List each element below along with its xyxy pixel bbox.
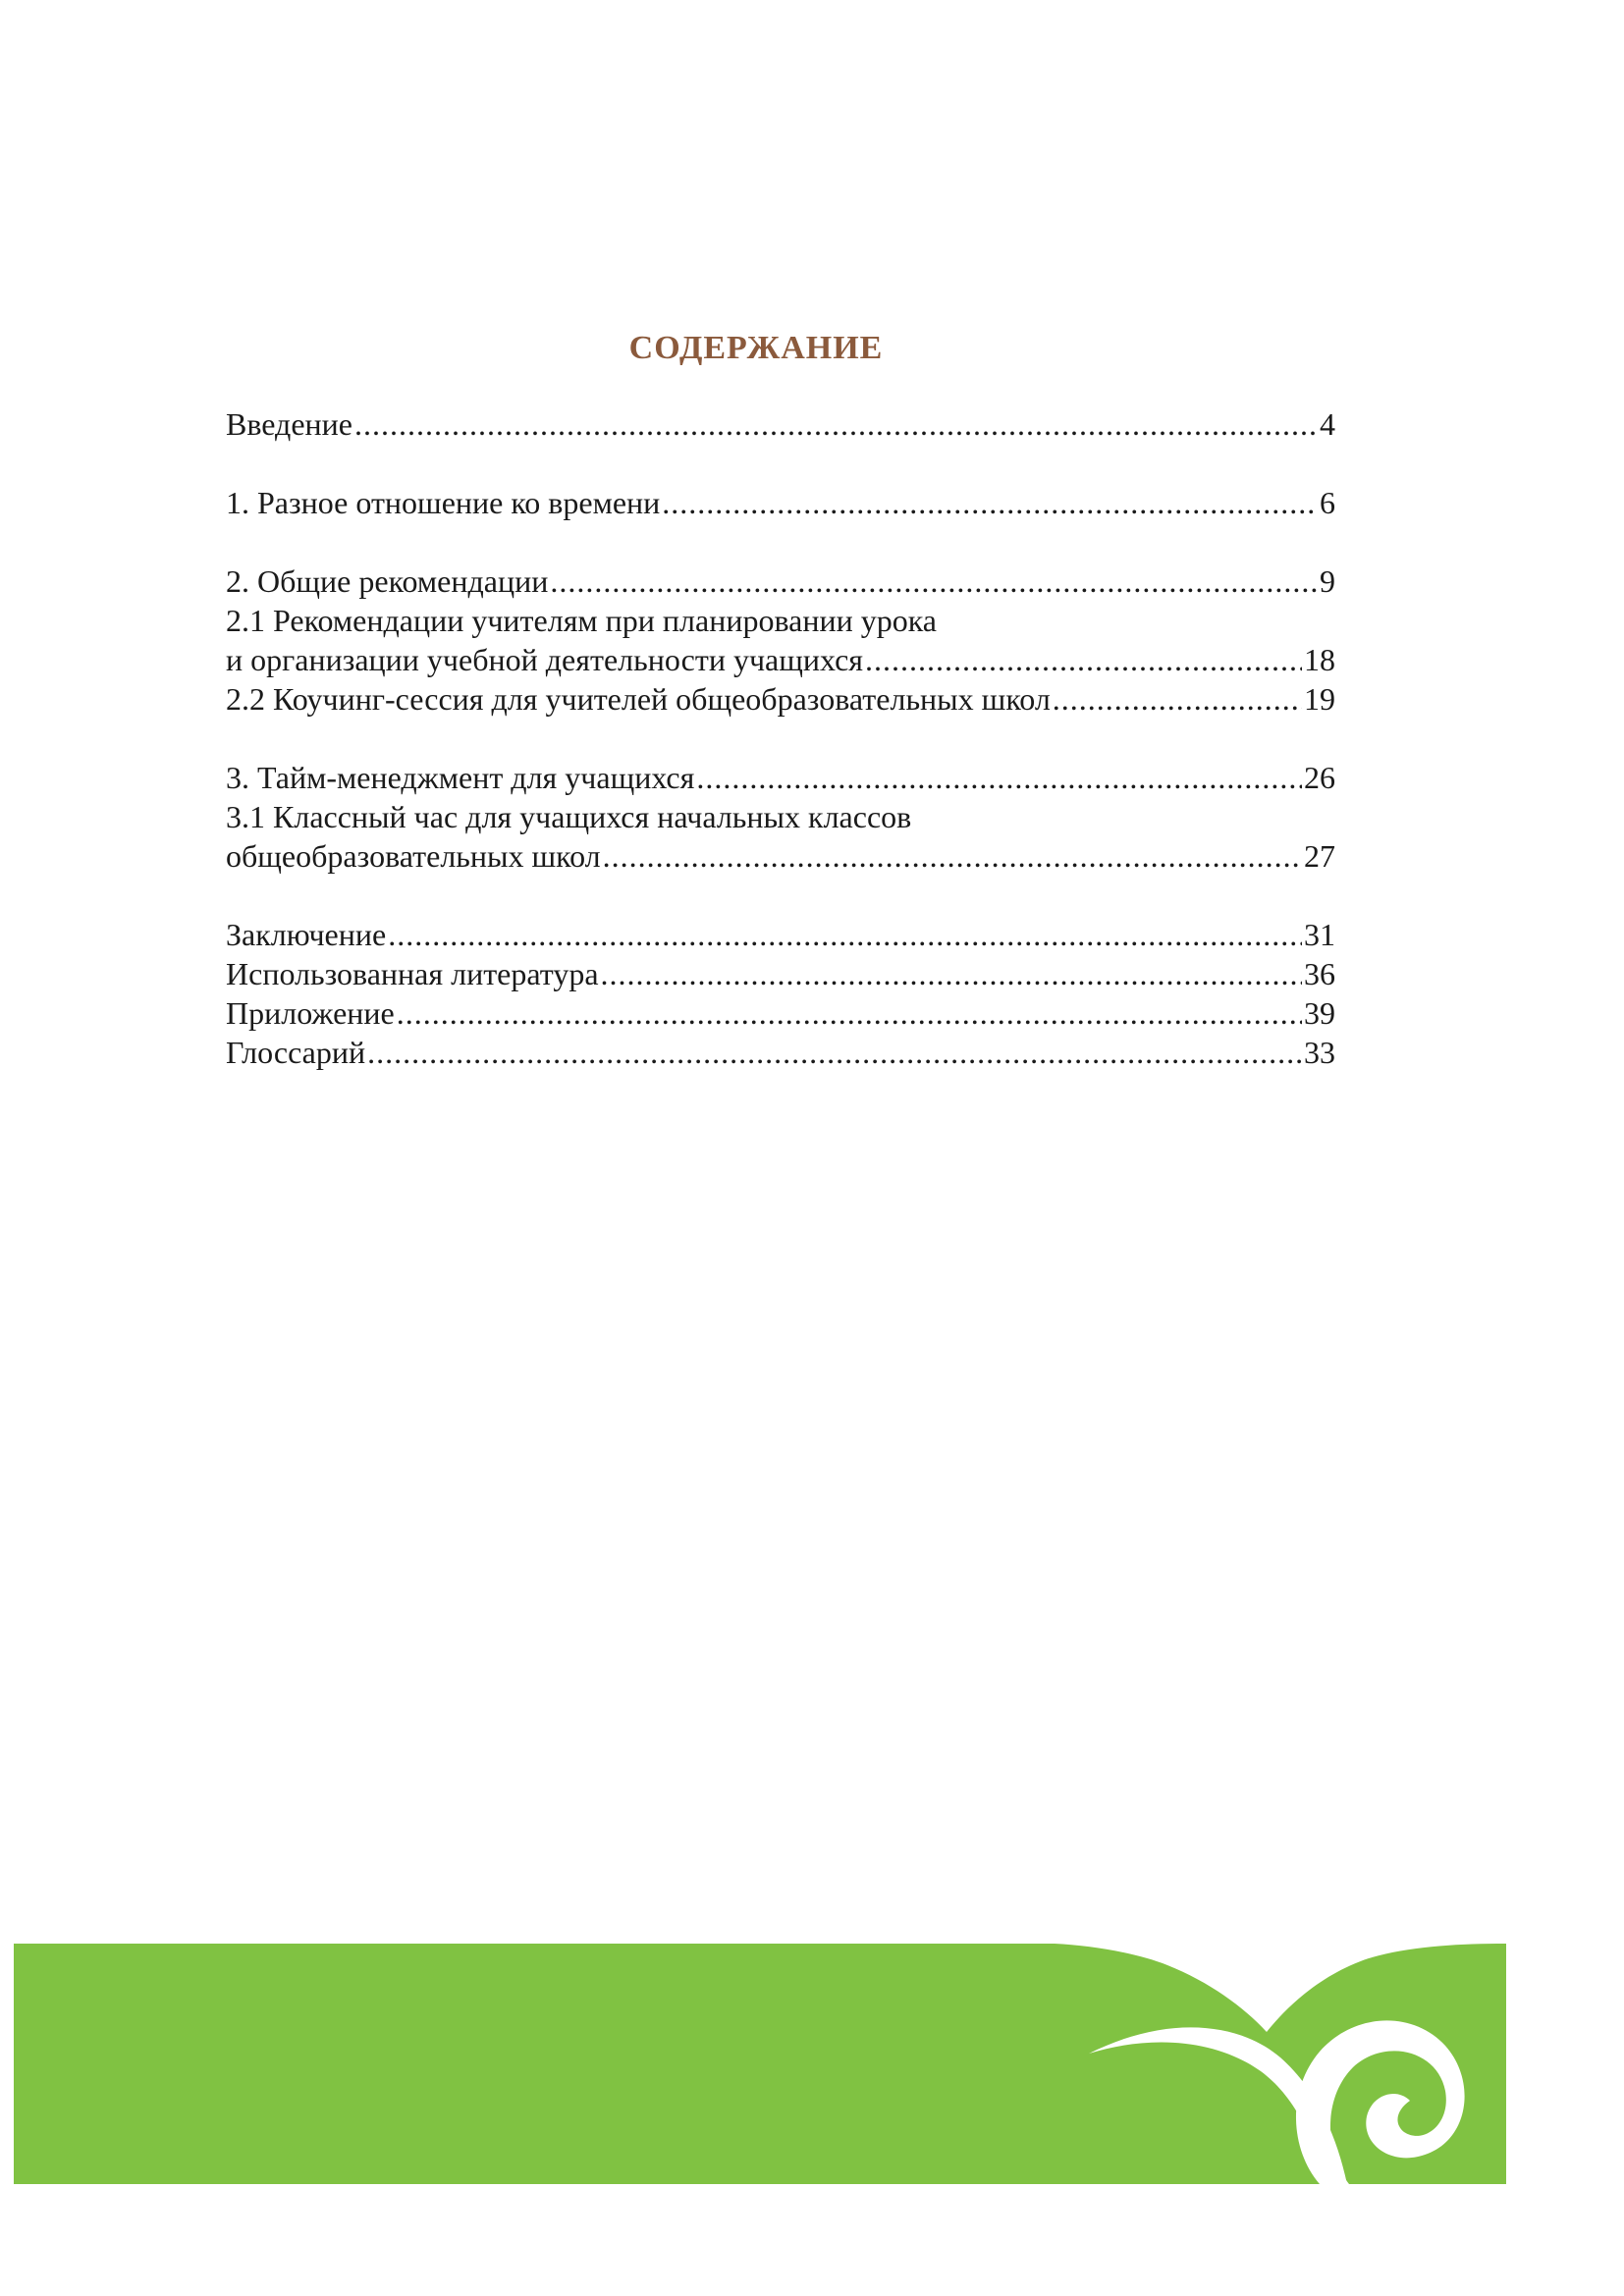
toc-entry-text: Введение: [226, 406, 352, 442]
toc-dot-leader: [865, 640, 1302, 679]
toc-entry-text: 3. Тайм-менеджмент для учащихся: [226, 760, 695, 795]
toc-entry-chapter-2[interactable]: [226, 561, 1335, 601]
toc-entry-intro[interactable]: [226, 404, 1335, 444]
toc-entry-section-2-1-line-2[interactable]: [226, 640, 1335, 679]
toc-entry-text: общеобразовательных школ: [226, 838, 601, 874]
toc-dot-leader: [388, 915, 1302, 954]
toc-entry-glossary[interactable]: [226, 1033, 1335, 1072]
toc-entry-text: 2.2 Коучинг-сессия для учителей общеобразовательных школ: [226, 681, 1051, 717]
toc-entry-section-3-1-line-1[interactable]: [226, 797, 1335, 836]
toc-title: СОДЕРЖАНИЕ: [628, 330, 884, 366]
toc-entry-conclusion[interactable]: [226, 915, 1335, 954]
toc-dot-leader: [354, 404, 1318, 444]
toc-page-number: 6: [1320, 485, 1335, 520]
toc-entry-text: 2.1 Рекомендации учителям при планировании урока: [226, 603, 937, 638]
toc-entry-text: и организации учебной деятельности учащихся: [226, 642, 863, 677]
toc-page-number: 4: [1320, 406, 1335, 442]
toc-entry-chapter-1[interactable]: [226, 483, 1335, 522]
toc-entry-literature[interactable]: [226, 954, 1335, 993]
toc-entry-text: 2. Общие рекомендации: [226, 563, 549, 599]
toc-entry-section-3-1-line-2[interactable]: [226, 836, 1335, 876]
toc-dot-leader: [662, 483, 1318, 522]
toc-entry-section-2-1-line-1[interactable]: [226, 601, 1335, 640]
toc-group-chapter-1: [226, 483, 1335, 522]
toc-page-number: 33: [1304, 1035, 1335, 1070]
toc-dot-leader: [603, 836, 1302, 876]
toc-group-chapter-2: [226, 561, 1335, 719]
toc-entry-section-2-2[interactable]: [226, 679, 1335, 719]
toc-entry-text: 3.1 Классный час для учащихся начальных классов: [226, 799, 912, 834]
toc-dot-leader: [367, 1033, 1302, 1072]
toc-page-number: 27: [1304, 838, 1335, 874]
toc-dot-leader: [601, 954, 1302, 993]
toc-group-back-matter: [226, 915, 1335, 1072]
toc-dot-leader: [550, 561, 1318, 601]
toc-page-number: 19: [1304, 681, 1335, 717]
toc-dot-leader: [696, 758, 1302, 797]
toc-entry-text: Использованная литература: [226, 956, 599, 991]
decorative-green-band: [14, 1944, 1506, 2184]
toc-page-number: 36: [1304, 956, 1335, 991]
toc-page-number: 26: [1304, 760, 1335, 795]
toc-entry-text: Глоссарий: [226, 1035, 366, 1070]
table-of-contents: [226, 404, 1335, 1072]
toc-page-number: 31: [1304, 917, 1335, 952]
toc-group-intro: [226, 404, 1335, 444]
toc-page-number: 9: [1320, 563, 1335, 599]
toc-group-chapter-3: [226, 758, 1335, 876]
toc-entry-text: Заключение: [226, 917, 387, 952]
toc-entry-appendix[interactable]: [226, 993, 1335, 1033]
toc-dot-leader: [1053, 679, 1302, 719]
toc-page-number: 39: [1304, 995, 1335, 1031]
toc-entry-text: 1. Разное отношение ко времени: [226, 485, 661, 520]
toc-entry-chapter-3[interactable]: [226, 758, 1335, 797]
toc-entry-text: Приложение: [226, 995, 395, 1031]
toc-dot-leader: [397, 993, 1302, 1033]
toc-page-number: 18: [1304, 642, 1335, 677]
